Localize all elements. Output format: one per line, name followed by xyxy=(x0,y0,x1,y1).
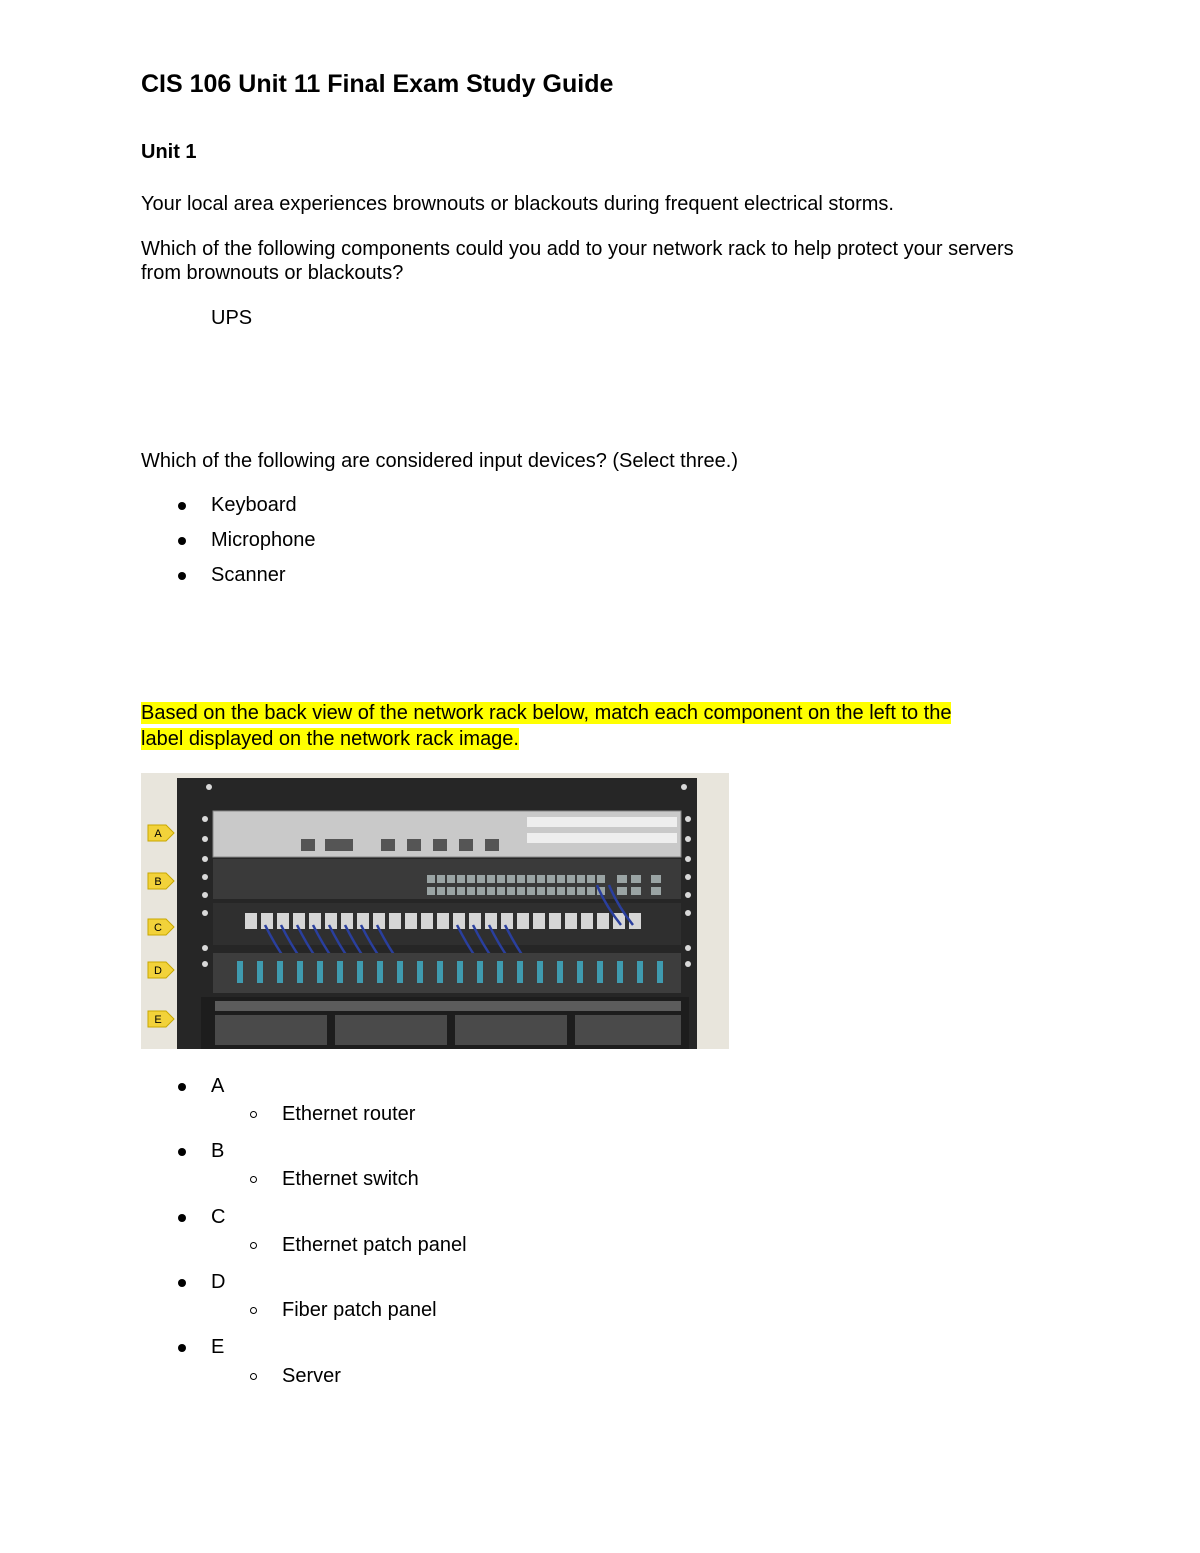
q3-highlight: label displayed on the network rack image. xyxy=(141,728,519,750)
bullet-icon xyxy=(178,1279,186,1287)
q1-scenario: Your local area experiences brownouts or blackouts during frequent electrical storms. xyxy=(141,193,894,215)
q3-question-line1 xyxy=(141,701,951,725)
match-label: A xyxy=(211,1075,225,1097)
rack-label-a: A xyxy=(154,828,162,840)
q2-answer-item: Scanner xyxy=(211,564,286,586)
hollow-bullet-icon xyxy=(250,1307,257,1314)
q3-question-line2 xyxy=(141,727,519,751)
q2-answer-item: Microphone xyxy=(211,529,316,551)
bullet-icon xyxy=(178,537,186,545)
bullet-icon xyxy=(178,1214,186,1222)
q2-question: Which of the following are considered input devices? (Select three.) xyxy=(141,450,738,472)
rack-label-c: C xyxy=(154,922,162,934)
match-label: E xyxy=(211,1336,225,1358)
bullet-icon xyxy=(178,1083,186,1091)
page-title: CIS 106 Unit 11 Final Exam Study Guide xyxy=(141,70,614,98)
hollow-bullet-icon xyxy=(250,1242,257,1249)
match-label: D xyxy=(211,1271,226,1293)
match-component: Ethernet switch xyxy=(282,1168,419,1190)
q1-answer: UPS xyxy=(211,307,253,329)
match-component: Server xyxy=(282,1365,341,1387)
bullet-icon xyxy=(178,1148,186,1156)
bullet-icon xyxy=(178,1344,186,1352)
unit-heading: Unit 1 xyxy=(141,141,197,163)
rack-label-d: D xyxy=(154,965,162,977)
rack-label-e: E xyxy=(154,1014,162,1026)
q3-highlight: Based on the back view of the network rack below, match each component on the left to the xyxy=(141,702,952,724)
match-component: Ethernet router xyxy=(282,1103,416,1125)
bullet-icon xyxy=(178,572,186,580)
match-label: C xyxy=(211,1206,226,1228)
match-component: Fiber patch panel xyxy=(282,1299,437,1321)
hollow-bullet-icon xyxy=(250,1111,257,1118)
q1-question-line1: Which of the following components could you add to your network rack to help protect your servers xyxy=(141,238,1014,260)
rack-label-b: B xyxy=(154,876,162,888)
hollow-bullet-icon xyxy=(250,1373,257,1380)
hollow-bullet-icon xyxy=(250,1176,257,1183)
bullet-icon xyxy=(178,502,186,510)
q2-answer-item: Keyboard xyxy=(211,494,297,516)
network-rack-image xyxy=(141,773,729,1049)
match-component: Ethernet patch panel xyxy=(282,1234,467,1256)
match-label: B xyxy=(211,1140,225,1162)
q1-question-line2: from brownouts or blackouts? xyxy=(141,262,404,284)
